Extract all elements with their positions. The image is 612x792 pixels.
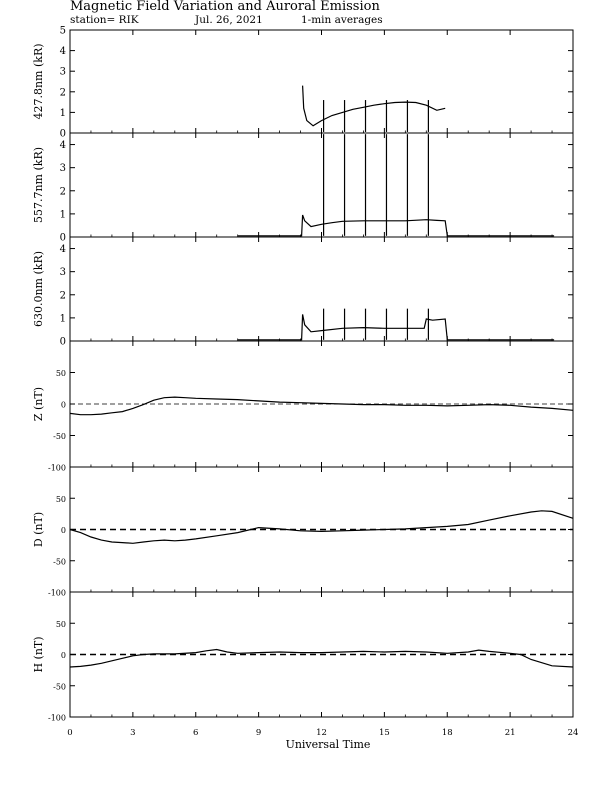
y-tick-label: 3 (59, 66, 66, 78)
y-axis-title: H (nT) (32, 636, 45, 673)
panel-4 (32, 341, 573, 473)
y-tick-label: 4 (59, 244, 66, 256)
averaging-label: 1-min averages (301, 14, 383, 26)
series-line (70, 511, 573, 544)
panel-frame (70, 237, 573, 341)
y-tick-label: 1 (59, 313, 66, 325)
series-line (70, 397, 573, 415)
date-label: Jul. 26, 2021 (195, 14, 263, 26)
y-tick-label: 4 (59, 140, 66, 152)
y-tick-label: 50 (55, 619, 66, 629)
x-tick-label: 12 (316, 728, 327, 738)
panel-1 (32, 26, 573, 140)
panel-frame (70, 30, 573, 133)
y-tick-label: 2 (59, 87, 66, 99)
y-tick-label: 5 (59, 25, 66, 37)
panel-5 (32, 467, 573, 598)
y-tick-label: 0 (60, 400, 66, 410)
y-tick-label: 4 (59, 46, 66, 58)
x-tick-label: 18 (441, 728, 453, 738)
x-tick-label: 0 (67, 728, 73, 738)
y-axis-title: 630.0nm (kR) (32, 250, 45, 328)
y-tick-label: 0 (60, 526, 66, 535)
x-tick-label: 24 (567, 728, 579, 738)
series-line (238, 215, 554, 236)
y-axis-title: D (nT) (32, 511, 45, 548)
x-tick-label: 6 (193, 728, 199, 738)
y-axis-title: 427.8nm (kR) (32, 43, 45, 120)
y-tick-label: -100 (48, 588, 66, 598)
y-tick-label: 0 (60, 651, 66, 660)
y-tick-label: 3 (59, 267, 66, 279)
x-axis-title: Universal Time (285, 738, 371, 751)
figure-title: Magnetic Field Variation and Auroral Emission (70, 0, 380, 14)
panel-2 (32, 133, 573, 244)
x-tick-label: 9 (255, 728, 262, 738)
y-tick-label: 50 (55, 494, 66, 504)
y-tick-label: -50 (53, 432, 66, 441)
y-axis-title: Z (nT) (32, 386, 45, 422)
panel-3 (32, 237, 573, 348)
station-label: station= RIK (70, 14, 139, 26)
x-tick-label: 3 (130, 728, 136, 738)
panels (32, 26, 573, 723)
x-tick-label: 21 (504, 728, 516, 738)
y-tick-label: 3 (59, 163, 66, 175)
x-axis (67, 728, 578, 738)
panel-frame (70, 133, 573, 237)
y-tick-label: 1 (59, 107, 66, 119)
y-tick-label: 0 (59, 128, 66, 140)
y-tick-label: 2 (59, 186, 66, 198)
series-line (70, 650, 573, 668)
y-tick-label: -50 (53, 682, 66, 692)
y-tick-label: 0 (59, 336, 66, 348)
x-tick-label: 15 (378, 728, 390, 738)
y-tick-label: 2 (59, 290, 66, 302)
panel-6 (32, 592, 573, 723)
y-axis-title: 557.7nm (kR) (32, 146, 45, 224)
y-tick-label: -50 (53, 557, 66, 567)
y-tick-label: 1 (59, 209, 66, 221)
series-line (238, 314, 554, 339)
y-tick-label: -100 (48, 463, 66, 473)
y-tick-label: 0 (59, 232, 66, 244)
y-tick-label: -100 (48, 713, 66, 723)
y-tick-label: 50 (55, 369, 66, 378)
